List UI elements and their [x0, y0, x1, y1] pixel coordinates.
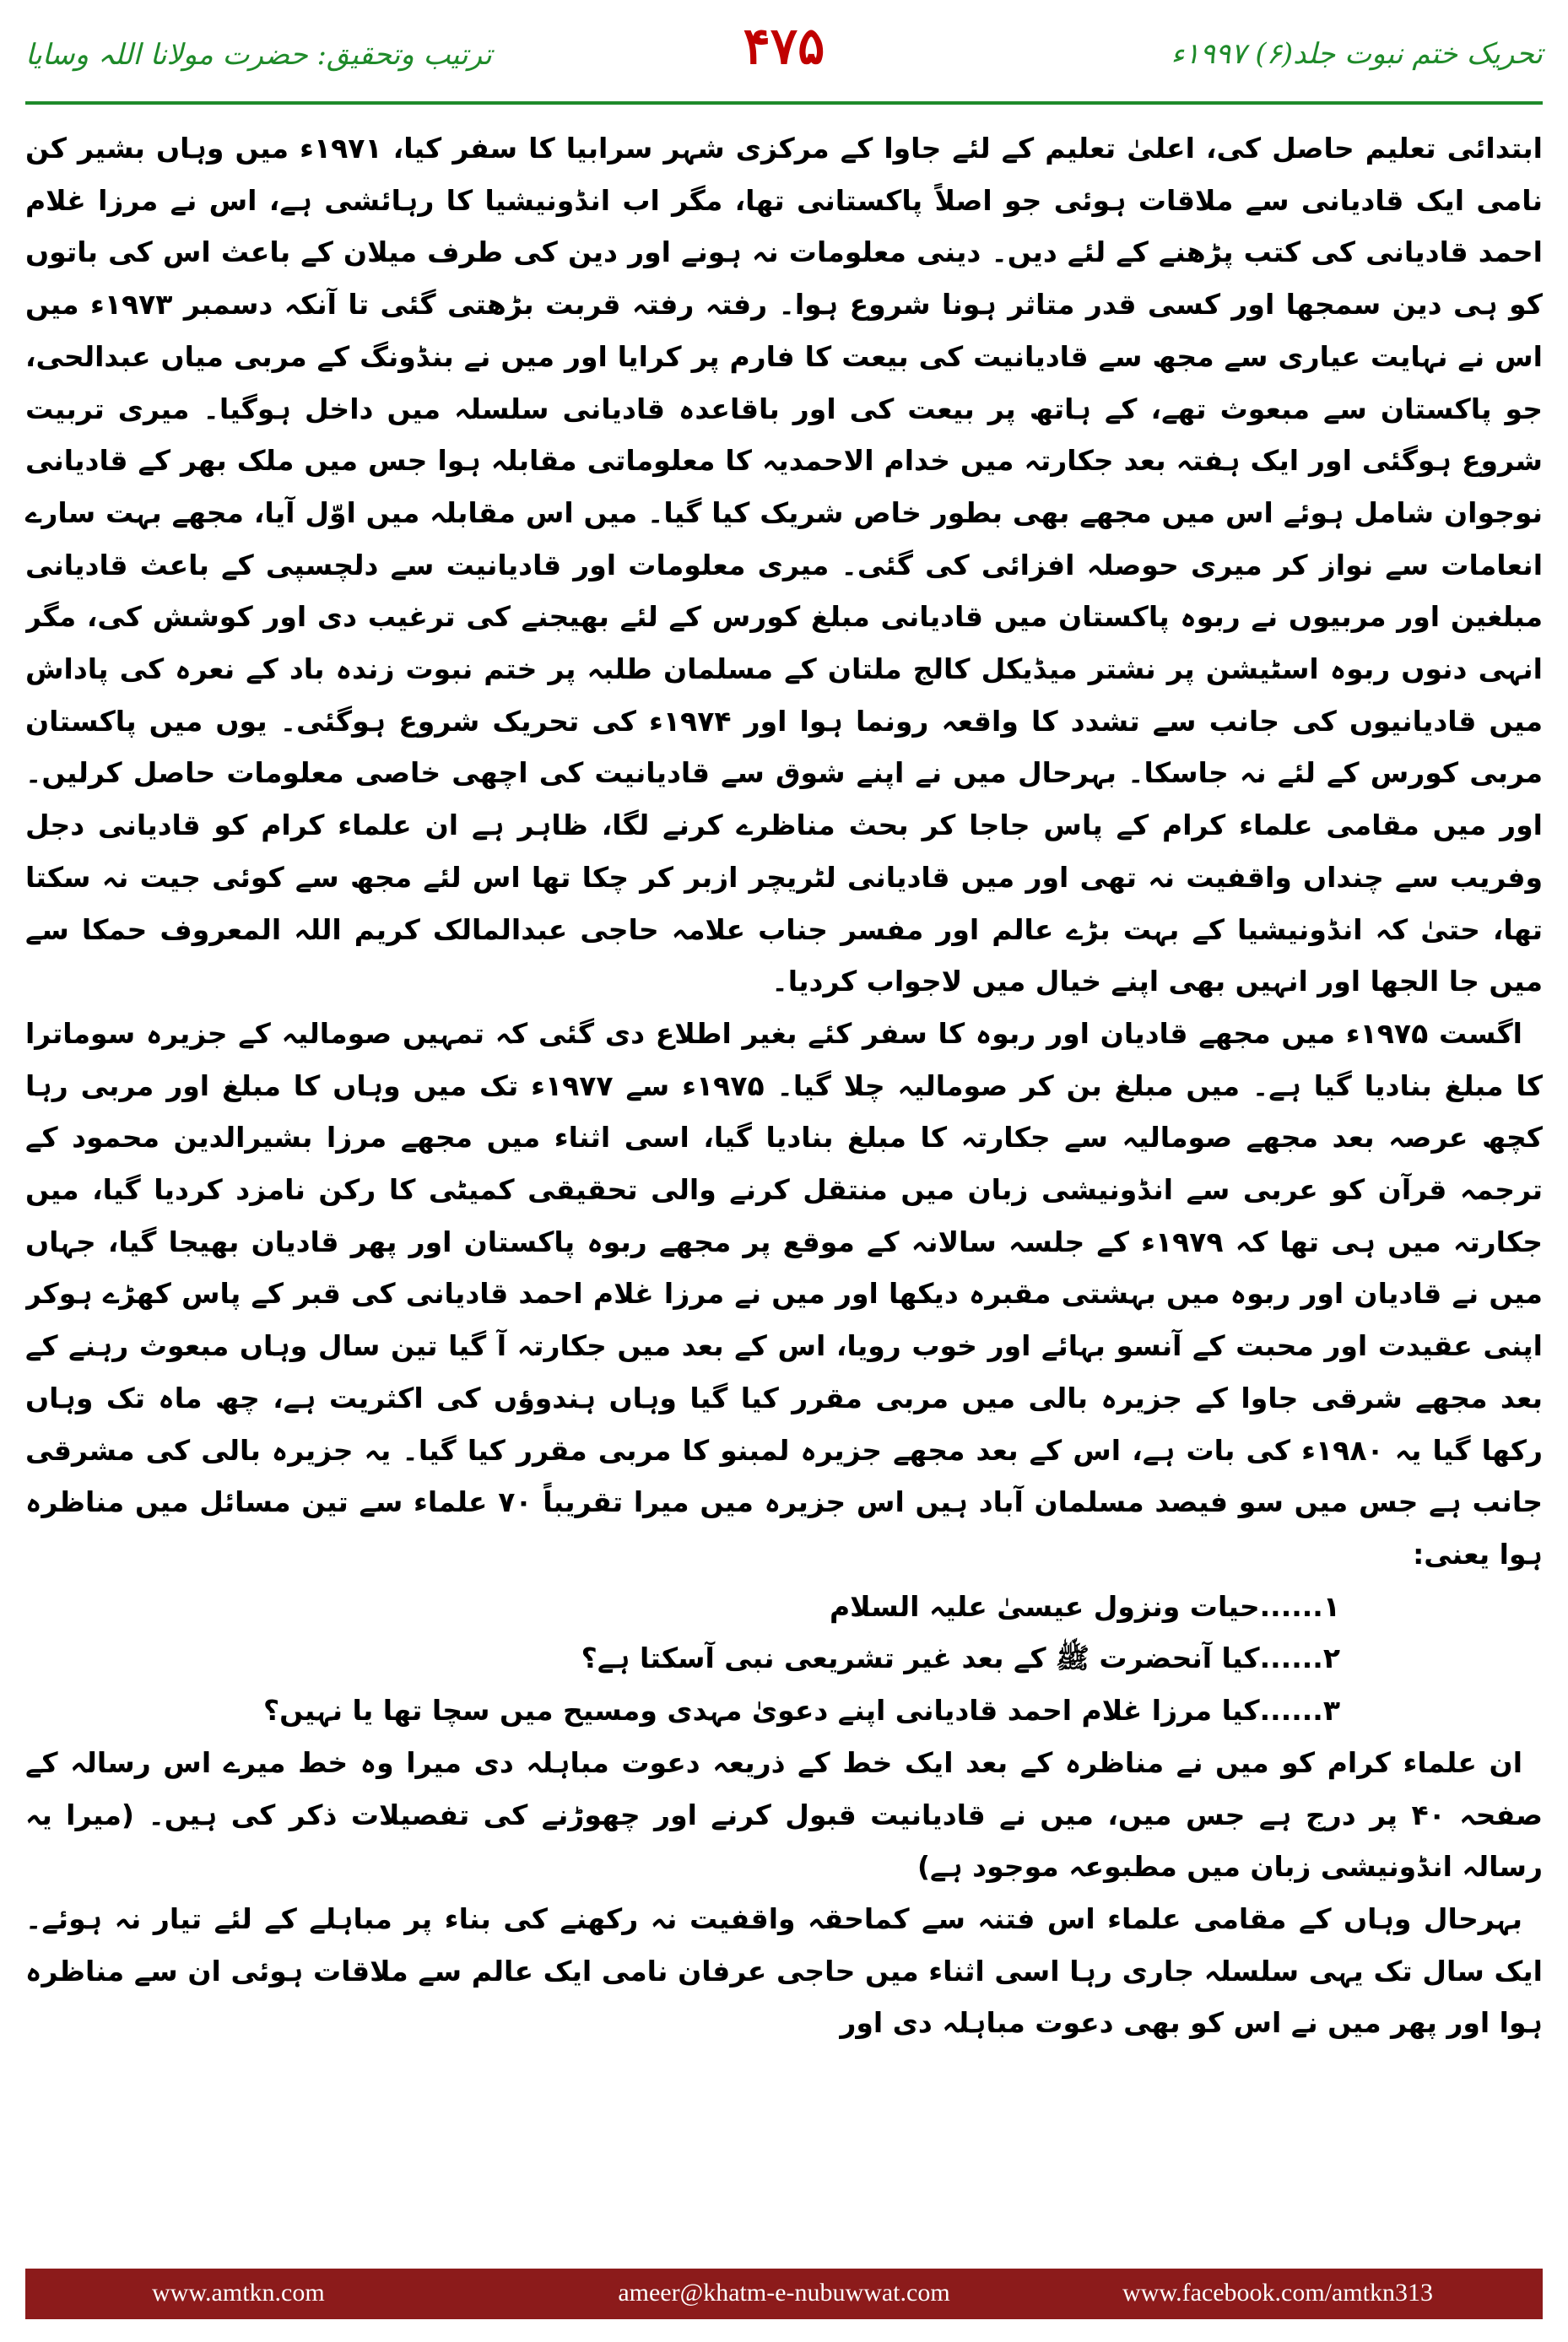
header-compiler: ترتیب وتحقیق: حضرت مولانا اللہ وسایا: [25, 38, 492, 72]
list-item: ۳......کیا مرزا غلام احمد قادیانی اپنے دعویٰ مہدی ومسیح میں سچا تھا یا نہیں؟: [263, 1694, 1340, 1728]
header-book-title: تحریک ختم نبوت جلد(۶) ۱۹۹۷ء: [1171, 37, 1543, 71]
paragraph: اگست ۱۹۷۵ء میں مجھے قادیان اور ربوہ کا سفر کئے بغیر اطلاع دی گئی کہ تمہیں صومالیہ کے جزیرہ سوماترا کا مبلغ بنادیا گیا ہے۔ میں مبلغ بن کر صومالیہ چلا گیا۔ ۱۹۷۵ء سے ۱۹۷۷ء تک میں وہاں کا مبلغ اور مربی رہا کچھ عرصہ بعد مجھے صومالیہ سے جکارتہ کا مبلغ بنادیا گیا، اسی اثناء میں مجھے مرزا بشیرالدین محمود کے ترجمہ قرآن کو عربی سے انڈونیشی زبان میں منتقل کرنے والی تحقیقی کمیٹی کا رکن نامزد کردیا گیا، میں جکارتہ میں ہی تھا کہ ۱۹۷۹ء کے جلسہ سالانہ کے موقع پر مجھے ربوہ پاکستان اور پھر قادیان بھیجا گیا، جہاں میں نے قادیان اور ربوہ میں بہشتی مقبرہ دیکھا اور میں نے مرزا غلام احمد قادیانی کی قبر کے پاس کھڑے ہوکر اپنی عقیدت اور محبت کے آنسو بہائے اور خوب رویا، اس کے بعد میں جکارتہ آ گیا تین سال وہاں مبعوث رہنے کے بعد مجھے شرقی جاوا کے جزیرہ بالی میں مربی مقرر کیا گیا وہاں ہندوؤں کی اکثریت ہے، چھ ماہ تک وہاں رکھا گیا یہ ۱۹۸۰ء کی بات ہے، اس کے بعد مجھے جزیرہ لمبنو کا مربی مقرر کیا گیا۔ یہ جزیرہ بالی کی مشرقی جانب ہے جس میں سو فیصد مسلمان آباد ہیں اس جزیرہ میں میرا تقریباً ۷۰ علماء سے تین مسائل میں مناظرہ ہوا یعنی:: [25, 1016, 1543, 1571]
page-number: ۴۷۵: [743, 17, 825, 76]
paragraph: ان علماء کرام کو میں نے مناظرہ کے بعد ایک خط کے ذریعہ دعوت مباہلہ دی میرا وہ خط میرے اس رسالہ کے صفحہ ۴۰ پر درج ہے جس میں، میں نے قادیانیت قبول کرنے اور چھوڑنے کی تفصیلات ذکر کی ہیں۔ (میرا یہ رسالہ انڈونیشی زبان میں مطبوعہ موجود ہے): [25, 1745, 1543, 1884]
paragraph: ابتدائی تعلیم حاصل کی، اعلیٰ تعلیم کے لئے جاوا کے مرکزی شہر سرابیا کا سفر کیا، ۱۹۷۱ء میں وہاں بشیر کن نامی ایک قادیانی سے ملاقات ہوئی جو اصلاً پاکستانی تھا، مگر اب انڈونیشیا کا رہائشی ہے، اس نے مرزا غلام احمد قادیانی کی کتب پڑھنے کے لئے دیں۔ دینی معلومات نہ ہونے اور دین کی طرف میلان کے باعث اس کی باتوں کو ہی دین سمجھا اور کسی قدر متاثر ہونا شروع ہوا۔ رفتہ رفتہ قربت بڑھتی گئی تا آنکہ دسمبر ۱۹۷۳ء میں اس نے نہایت عیاری سے مجھ سے قادیانیت کی بیعت کا فارم پر کرایا اور میں نے بنڈونگ کے مربی میاں عبدالحی، جو پاکستان سے مبعوث تھے، کے ہاتھ پر بیعت کی اور باقاعدہ قادیانی سلسلہ میں داخل ہوگیا۔ میری تربیت شروع ہوگئی اور ایک ہفتہ بعد جکارتہ میں خدام الاحمدیہ کا معلوماتی مقابلہ ہوا جس میں ملک بھر کے قادیانی نوجوان شامل ہوئے اس میں مجھے بھی بطور خاص شریک کیا گیا۔ میں اس مقابلہ میں اوّل آیا، مجھے بہت سارے انعامات سے نواز کر میری حوصلہ افزائی کی گئی۔ میری معلومات اور قادیانیت سے دلچسپی کے باعث قادیانی مبلغین اور مربیوں نے ربوہ پاکستان میں قادیانی مبلغ کورس کے لئے بھیجنے کی ترغیب دی اور کوشش کی، مگر انہی دنوں ربوہ اسٹیشن پر نشتر میڈیکل کالج ملتان کے مسلمان طلبہ پر ختم نبوت زندہ باد کے نعرہ کی پاداش میں قادیانیوں کی جانب سے تشدد کا واقعہ رونما ہوا اور ۱۹۷۴ء کی تحریک شروع ہوگئی۔ یوں میں پاکستان مربی کورس کے لئے نہ جاسکا۔ بہرحال میں نے اپنے شوق سے قادیانیت کی اچھی خاصی معلومات حاصل کرلیں۔ اور میں مقامی علماء کرام کے پاس جاجا کر بحث مناظرے کرنے لگا، ظاہر ہے ان علماء کرام کو قادیانی دجل وفریب سے چنداں واقفیت نہ تھی اور میں قادیانی لٹریچر ازبر کر چکا تھا اس لئے مجھ سے کوئی جیت نہ سکتا تھا، حتیٰ کہ انڈونیشیا کے بہت بڑے عالم اور مفسر جناب علامہ حاجی عبدالمالک کریم اللہ المعروف حمکا سے میں جا الجھا اور انہیں بھی اپنے خیال میں لاجواب کردیا۔: [25, 132, 1543, 998]
header-divider: [25, 101, 1543, 105]
email-link[interactable]: ameer@khatm-e-nubuwwat.com: [618, 2279, 950, 2307]
list-item: ۲......کیا آنحضرت ﷺ کے بعد غیر تشریعی نبی آسکتا ہے؟: [581, 1642, 1340, 1675]
page-body: [25, 122, 1543, 2241]
page-header: [25, 12, 1543, 105]
page-footer: [25, 2269, 1543, 2319]
website-link[interactable]: www.amtkn.com: [152, 2279, 325, 2307]
facebook-link[interactable]: www.facebook.com/amtkn313: [1122, 2279, 1433, 2307]
list-item: ۱......حیات ونزول عیسیٰ علیہ السلام: [829, 1589, 1340, 1623]
paragraph: بہرحال وہاں کے مقامی علماء اس فتنہ سے کماحقہ واقفیت نہ رکھنے کی بناء پر مباہلے کے لئے تیار نہ ہوئے۔ ایک سال تک یہی سلسلہ جاری رہا اسی اثناء میں حاجی عرفان نامی ایک عالم سے ملاقات ہوئی ان سے مناظرہ ہوا اور پھر میں نے اس کو بھی دعوت مباہلہ دی اور: [25, 1901, 1543, 2040]
